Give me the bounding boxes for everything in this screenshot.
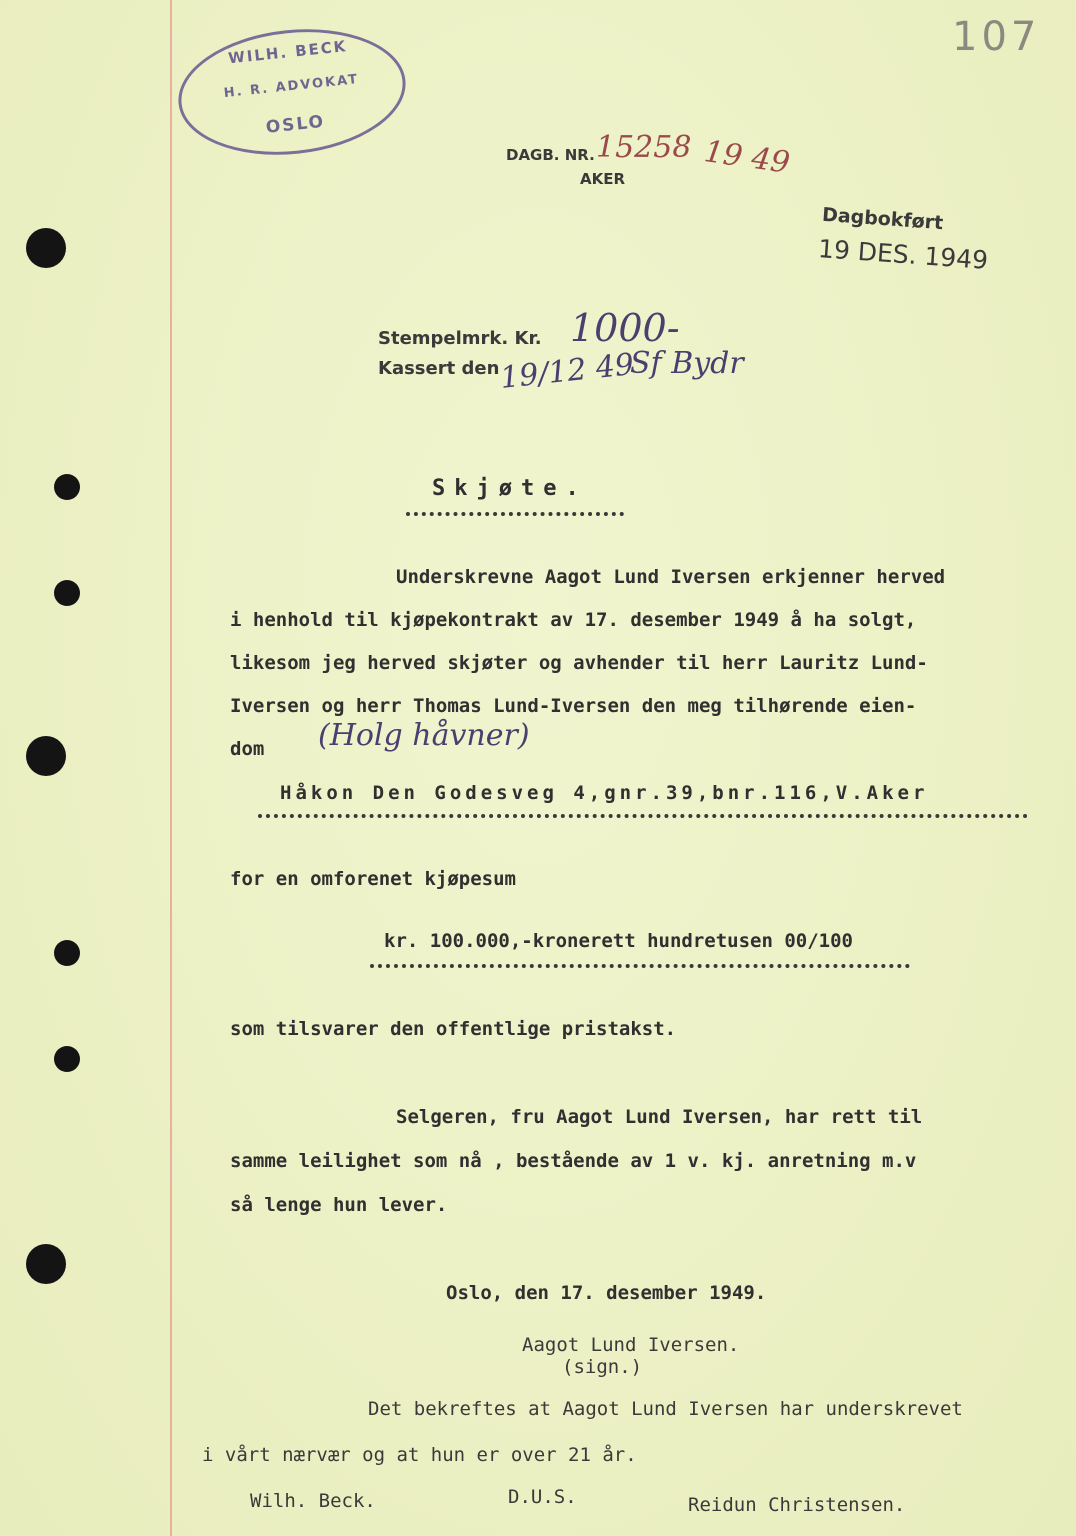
dagbok-label: DAGB. NR. <box>506 146 595 164</box>
punch-hole <box>54 474 80 500</box>
lawyer-stamp-city: OSLO <box>264 111 327 138</box>
witness-initials: D.U.S. <box>508 1486 577 1508</box>
tinglyst-stamp-date: 19 DES. 1949 <box>817 234 990 275</box>
punch-hole <box>26 228 66 268</box>
punch-hole <box>26 736 66 776</box>
body-line: i henhold til kjøpekontrakt av 17. desember 1949 å ha solgt, <box>230 609 917 631</box>
page-number: 107 <box>952 14 1041 60</box>
body-line: Iversen og herr Thomas Lund-Iversen den meg tilhørende eien- <box>230 695 917 717</box>
confirmation-line: i vårt nærvær og at hun er over 21 år. <box>202 1444 637 1466</box>
witness-name: Reidun Christensen. <box>688 1494 906 1516</box>
body-line: dom <box>230 738 265 760</box>
handwritten-addition: (Holg håvner) <box>318 718 530 753</box>
punch-hole <box>54 580 80 606</box>
margin-line <box>170 0 172 1536</box>
confirmation-line: Det bekreftes at Aagot Lund Iversen har underskrevet <box>368 1398 963 1420</box>
property-line: Håkon Den Godesveg 4,gnr.39,bnr.116,V.Aker <box>280 782 929 804</box>
punch-hole <box>54 940 80 966</box>
signer-note: (sign.) <box>562 1356 643 1378</box>
stempel-label: Stempelmrk. Kr. <box>378 328 542 349</box>
kassert-label: Kassert den <box>378 358 500 379</box>
body-line: så lenge hun lever. <box>230 1194 448 1216</box>
dagbok-district: AKER <box>580 170 626 188</box>
document-title: Skjøte. <box>432 476 588 501</box>
signer-name: Aagot Lund Iversen. <box>522 1334 740 1356</box>
dagbok-year: 19 49 <box>701 134 792 181</box>
body-line: som tilsvarer den offentlige pristakst. <box>230 1018 677 1040</box>
lawyer-stamp <box>172 18 412 165</box>
punch-hole <box>26 1244 66 1284</box>
price-line: kr. 100.000,-kronerett hundretusen 00/100 <box>384 930 853 952</box>
tinglyst-stamp-label: Dagbokført <box>821 203 944 235</box>
dagbok-number: 15258 <box>596 130 692 165</box>
punch-hole <box>54 1046 80 1072</box>
body-line: Underskrevne Aagot Lund Iversen erkjenner herved <box>396 566 946 588</box>
property-underline <box>258 814 1028 818</box>
price-underline <box>370 964 910 968</box>
kassert-initials: Sf Bydr <box>630 346 744 381</box>
lawyer-stamp-name: WILH. BECK <box>227 37 349 68</box>
lawyer-stamp-title: H. R. ADVOKAT <box>223 71 360 102</box>
place-date: Oslo, den 17. desember 1949. <box>446 1282 767 1304</box>
body-line: likesom jeg herved skjøter og avhender til herr Lauritz Lund- <box>230 652 928 674</box>
stempel-amount: 1000- <box>570 306 680 350</box>
kassert-date: 19/12 49 <box>498 347 636 396</box>
body-line: Selgeren, fru Aagot Lund Iversen, har rett til <box>396 1106 923 1128</box>
body-line: for en omforenet kjøpesum <box>230 868 516 890</box>
title-underline <box>406 512 624 516</box>
body-line: samme leilighet som nå , bestående av 1 v. kj. anretning m.v <box>230 1150 917 1172</box>
witness-name: Wilh. Beck. <box>250 1490 376 1512</box>
